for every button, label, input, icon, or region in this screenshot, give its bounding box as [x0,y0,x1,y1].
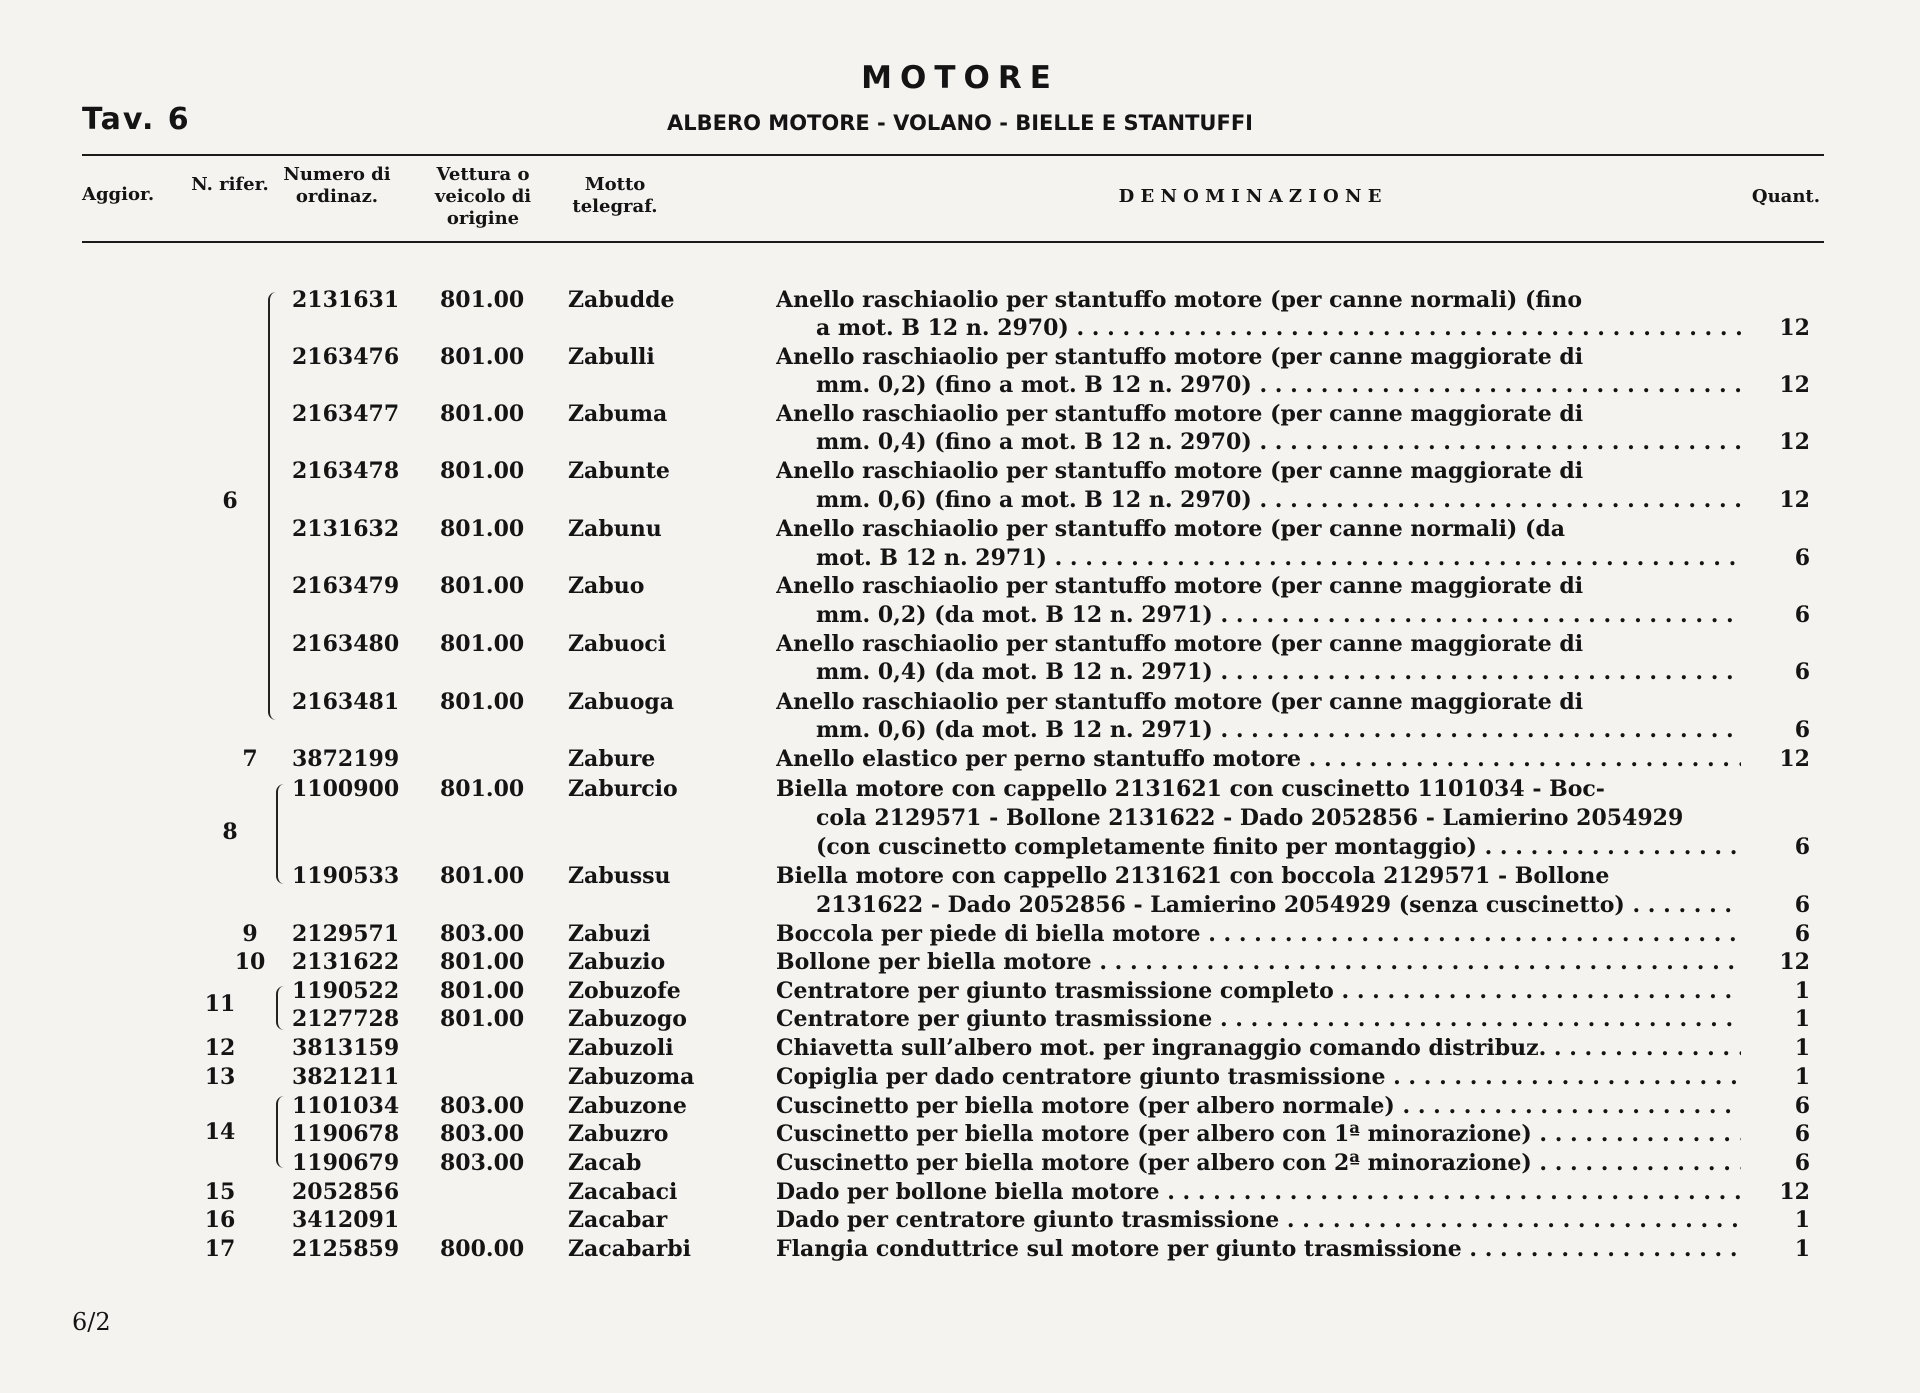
ref-number: 13 [204,1064,236,1090]
order-number: 3872199 [292,746,400,772]
vehicle-code: 800.00 [440,1236,525,1262]
col-vettura: Vettura o veicolo di origine [434,164,532,229]
header-rule-top [82,154,1824,156]
vehicle-code: 801.00 [440,401,525,427]
table-row [0,286,1920,315]
quantity: 1 [1794,1035,1810,1061]
table-row [0,1063,1920,1092]
quantity: 12 [1779,429,1810,455]
table-row-cont [0,658,1920,687]
table-row-cont [0,804,1920,833]
col-quant: Quant. [1751,186,1820,207]
table-row [0,630,1920,659]
table-row [0,1206,1920,1235]
page-number: 6/2 [72,1308,111,1336]
header-rule-bottom [82,241,1824,243]
telegraph-code: Zacab [568,1150,642,1176]
description-cont: mot. B 12 n. 2971) . . . [816,544,1741,573]
telegraph-code: Zabuzoma [568,1064,695,1090]
order-number: 2052856 [292,1179,400,1205]
table-row [0,948,1920,977]
description: Bollone per biella motore . . . [776,948,1741,977]
telegraph-code: Zacabarbi [568,1236,691,1262]
order-number: 2163478 [292,458,400,484]
telegraph-code: Zabuzi [568,921,651,947]
order-number: 2131632 [292,516,400,542]
telegraph-code: Zabussu [568,863,671,889]
vehicle-code: 801.00 [440,631,525,657]
order-number: 1100900 [292,776,400,802]
ref-number: 15 [204,1179,236,1205]
vehicle-code: 801.00 [440,776,525,802]
order-number: 2131622 [292,949,400,975]
description: Anello elastico per perno stantuffo motore . . . [776,745,1741,774]
telegraph-code: Zobuzofe [568,978,681,1004]
table-row [0,920,1920,949]
description: Dado per bollone biella motore . . . [776,1178,1741,1207]
table-row [0,1005,1920,1034]
group-label-8: 8 [222,819,238,845]
telegraph-code: Zabuzogo [568,1006,687,1032]
order-number: 2163479 [292,573,400,599]
vehicle-code: 801.00 [440,344,525,370]
table-row [0,977,1920,1006]
ref-number: 17 [204,1236,236,1262]
table-row [0,343,1920,372]
quantity: 1 [1794,978,1810,1004]
quantity: 1 [1794,1207,1810,1233]
telegraph-code: Zabuma [568,401,668,427]
quantity: 6 [1794,1093,1810,1119]
table-row [0,688,1920,717]
description: Copiglia per dado centratore giunto trasmissione . . . [776,1063,1741,1092]
ref-number: 10 [234,949,266,975]
quantity: 6 [1794,892,1810,918]
telegraph-code: Zabuo [568,573,645,599]
page-title: MOTORE [861,60,1059,96]
page-subtitle: ALBERO MOTORE - VOLANO - BIELLE E STANTUFFI [666,111,1253,135]
order-number: 1190533 [292,863,400,889]
telegraph-code: Zabuoci [568,631,667,657]
description: Cuscinetto per biella motore (per albero con 1ª minorazione) . . . [776,1120,1741,1149]
description: Cuscinetto per biella motore (per albero normale) . . . [776,1092,1741,1121]
ref-number: 7 [242,746,258,772]
quantity: 1 [1794,1236,1810,1262]
table-row [0,862,1920,891]
table-row [0,775,1920,804]
telegraph-code: Zabure [568,746,656,772]
table-row-cont [0,544,1920,573]
description: Anello raschiaolio per stantuffo motore (per canne maggiorate di [776,344,1584,370]
table-row-cont [0,428,1920,457]
vehicle-code: 803.00 [440,1150,525,1176]
table-row-cont [0,833,1920,862]
quantity: 6 [1794,717,1810,743]
quantity: 12 [1779,1179,1810,1205]
quantity: 12 [1779,949,1810,975]
ref-number: 9 [242,921,258,947]
description: Anello raschiaolio per stantuffo motore (per canne normali) (fino [776,287,1583,313]
col-numero: Numero di ordinaz. [283,164,391,207]
telegraph-code: Zabuoga [568,689,675,715]
quantity: 1 [1794,1006,1810,1032]
telegraph-code: Zabuzoli [568,1035,674,1061]
description-cont: (con cuscinetto completamente finito per montaggio) . . . [816,833,1741,862]
group-label-6: 6 [222,488,238,514]
table-row-cont [0,716,1920,745]
col-motto: Motto telegraf. [572,174,658,217]
order-number: 1190679 [292,1150,400,1176]
description: Anello raschiaolio per stantuffo motore (per canne maggiorate di [776,573,1584,599]
description: Anello raschiaolio per stantuffo motore (per canne normali) (da [776,516,1566,542]
table-row [0,1149,1920,1178]
order-number: 1101034 [292,1093,400,1119]
order-number: 2163480 [292,631,400,657]
vehicle-code: 801.00 [440,978,525,1004]
description: Chiavetta sull’albero mot. per ingranaggio comando distribuz. . . . [776,1034,1741,1063]
vehicle-code: 801.00 [440,458,525,484]
vehicle-code: 801.00 [440,516,525,542]
vehicle-code: 801.00 [440,949,525,975]
order-number: 2163481 [292,689,400,715]
group-label-11: 11 [204,991,236,1017]
quantity: 6 [1794,1150,1810,1176]
telegraph-code: Zaburcio [568,776,678,802]
table-row-cont [0,891,1920,920]
telegraph-code: Zabuzio [568,949,666,975]
description-cont: mm. 0,4) (da mot. B 12 n. 2971) . . . [816,658,1741,687]
table-row [0,572,1920,601]
telegraph-code: Zabunte [568,458,670,484]
quantity: 1 [1794,1064,1810,1090]
ref-number: 16 [204,1207,236,1233]
table-row-cont [0,486,1920,515]
table-row [0,1120,1920,1149]
telegraph-code: Zabudde [568,287,675,313]
table-row [0,1235,1920,1264]
table-row [0,457,1920,486]
order-number: 3821211 [292,1064,400,1090]
description-cont: mm. 0,6) (da mot. B 12 n. 2971) . . . [816,716,1741,745]
order-number: 3412091 [292,1207,400,1233]
order-number: 1190678 [292,1121,400,1147]
description: Dado per centratore giunto trasmissione . . . [776,1206,1741,1235]
table-row [0,1092,1920,1121]
description-cont: a mot. B 12 n. 2970) . . . [816,314,1741,343]
col-aggior: Aggior. [82,184,155,205]
quantity: 6 [1794,545,1810,571]
vehicle-code: 801.00 [440,689,525,715]
description-cont: mm. 0,6) (fino a mot. B 12 n. 2970) . . . [816,486,1741,515]
description: Anello raschiaolio per stantuffo motore (per canne maggiorate di [776,401,1584,427]
telegraph-code: Zabuzro [568,1121,669,1147]
description: Boccola per piede di biella motore . . . [776,920,1741,949]
group-label-14: 14 [204,1119,236,1145]
description-cont: 2131622 - Dado 2052856 - Lamierino 2054929 (senza cuscinetto) . . . [816,891,1741,920]
order-number: 3813159 [292,1035,400,1061]
order-number: 2125859 [292,1236,400,1262]
description-cont: mm. 0,2) (da mot. B 12 n. 2971) . . . [816,601,1741,630]
quantity: 6 [1794,921,1810,947]
table-row [0,1034,1920,1063]
description: Cuscinetto per biella motore (per albero con 2ª minorazione) . . . [776,1149,1741,1178]
telegraph-code: Zabunu [568,516,662,542]
description-cont: mm. 0,4) (fino a mot. B 12 n. 2970) . . . [816,428,1741,457]
quantity: 12 [1779,746,1810,772]
description: Biella motore con cappello 2131621 con cuscinetto 1101034 - Boc- [776,776,1605,802]
vehicle-code: 801.00 [440,573,525,599]
order-number: 2131631 [292,287,400,313]
table-row-cont [0,601,1920,630]
telegraph-code: Zacabar [568,1207,668,1233]
description-cont: mm. 0,2) (fino a mot. B 12 n. 2970) . . . [816,371,1741,400]
tav-label: Tav. 6 [82,102,191,137]
quantity: 12 [1779,315,1810,341]
table-row [0,515,1920,544]
order-number: 2127728 [292,1006,400,1032]
col-denominazione: D E N O M I N A Z I O N E [1118,186,1382,207]
telegraph-code: Zacabaci [568,1179,678,1205]
vehicle-code: 803.00 [440,1121,525,1147]
description: Centratore per giunto trasmissione . . . [776,1005,1741,1034]
order-number: 1190522 [292,978,400,1004]
description: Flangia conduttrice sul motore per giunto trasmissione . . . [776,1235,1741,1264]
col-nrifer: N. rifer. [191,174,269,195]
table-row-cont [0,371,1920,400]
vehicle-code: 803.00 [440,1093,525,1119]
order-number: 2129571 [292,921,400,947]
description: Anello raschiaolio per stantuffo motore (per canne maggiorate di [776,689,1584,715]
table-row [0,745,1920,774]
ref-number: 12 [204,1035,236,1061]
description: Centratore per giunto trasmissione completo . . . [776,977,1741,1006]
vehicle-code: 801.00 [440,1006,525,1032]
order-number: 2163477 [292,401,400,427]
description: Anello raschiaolio per stantuffo motore (per canne maggiorate di [776,631,1584,657]
quantity: 6 [1794,659,1810,685]
quantity: 12 [1779,372,1810,398]
description: Anello raschiaolio per stantuffo motore (per canne maggiorate di [776,458,1584,484]
order-number: 2163476 [292,344,400,370]
description: Biella motore con cappello 2131621 con boccola 2129571 - Bollone [776,863,1610,889]
vehicle-code: 801.00 [440,863,525,889]
vehicle-code: 803.00 [440,921,525,947]
telegraph-code: Zabulli [568,344,655,370]
quantity: 6 [1794,834,1810,860]
quantity: 12 [1779,487,1810,513]
table-row [0,400,1920,429]
description-cont: cola 2129571 - Bollone 2131622 - Dado 2052856 - Lamierino 2054929 [816,805,1684,831]
table-row [0,1178,1920,1207]
table-row-cont [0,314,1920,343]
telegraph-code: Zabuzone [568,1093,687,1119]
quantity: 6 [1794,602,1810,628]
quantity: 6 [1794,1121,1810,1147]
vehicle-code: 801.00 [440,287,525,313]
